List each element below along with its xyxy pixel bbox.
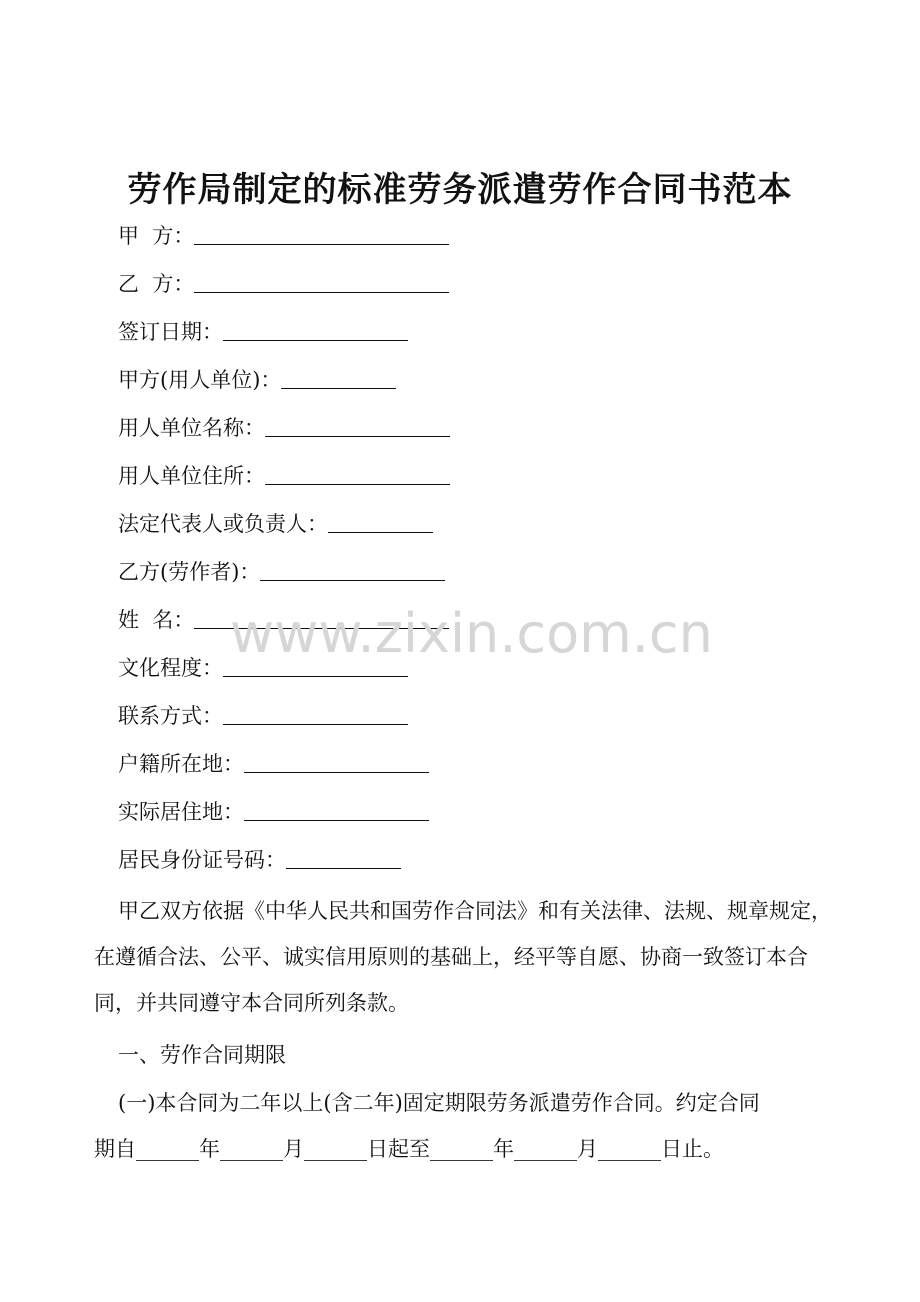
field-label: 用人单位住所： <box>118 464 265 488</box>
fill-in-blank[interactable] <box>244 798 429 821</box>
clause-text: (一)本合同为二年以上(含二年)固定期限劳务派遣劳作合同。约定合同 <box>118 1091 760 1115</box>
field-label: 甲 方： <box>118 224 195 248</box>
field-label: 乙 方： <box>118 272 195 296</box>
fill-in-blank[interactable] <box>244 750 429 773</box>
form-field-row <box>118 798 429 826</box>
field-label: 实际居住地： <box>118 800 244 824</box>
fill-in-blank[interactable] <box>194 222 449 245</box>
form-field-row <box>118 846 401 874</box>
fill-in-blank[interactable] <box>223 702 408 725</box>
field-label: 居民身份证号码： <box>118 848 286 872</box>
field-label: 甲方(用人单位)： <box>118 368 282 392</box>
watermark: www.zixin.com.cn <box>230 602 713 665</box>
field-label: 联系方式： <box>118 704 223 728</box>
field-label: 乙方(劳作者)： <box>118 560 261 584</box>
form-field-row <box>118 270 449 298</box>
form-field-row <box>118 558 445 586</box>
intro-paragraph: 甲乙双方依据《中华人民共和国劳作合同法》和有关法律、法规、规章规定，在遵循合法、公平、诚实信用原则的基础上，经平等自愿、协商一致签订本合同，并共同遵守本合同所列条款。 <box>94 899 832 1015</box>
field-label: 用人单位名称： <box>118 416 265 440</box>
form-field-row <box>118 366 396 394</box>
fill-in-blank[interactable] <box>194 270 449 293</box>
clause-text-continued: 期自______年______月______日起至______年______月______日止。 <box>94 1137 724 1161</box>
form-field-row <box>118 510 433 538</box>
form-field-row <box>118 414 450 442</box>
fill-in-blank[interactable] <box>265 462 450 485</box>
fill-in-blank[interactable] <box>265 414 450 437</box>
section-heading: 一、劳作合同期限 <box>118 1043 286 1067</box>
document-title: 劳作局制定的标准劳务派遣劳作合同书范本 <box>127 170 793 210</box>
form-field-row <box>118 462 450 490</box>
form-field-row <box>118 222 449 250</box>
fill-in-blank[interactable] <box>223 318 408 341</box>
form-field-row <box>118 702 408 730</box>
field-label: 签订日期： <box>118 320 223 344</box>
field-label: 姓 名： <box>118 608 195 632</box>
field-label: 文化程度： <box>118 656 223 680</box>
field-label: 法定代表人或负责人： <box>118 512 328 536</box>
fill-in-blank[interactable] <box>281 366 396 389</box>
form-field-row <box>118 318 408 346</box>
field-label: 户籍所在地： <box>118 752 244 776</box>
fill-in-blank[interactable] <box>286 846 401 869</box>
fill-in-blank[interactable] <box>328 510 433 533</box>
fill-in-blank[interactable] <box>260 558 445 581</box>
form-field-row <box>118 750 429 778</box>
